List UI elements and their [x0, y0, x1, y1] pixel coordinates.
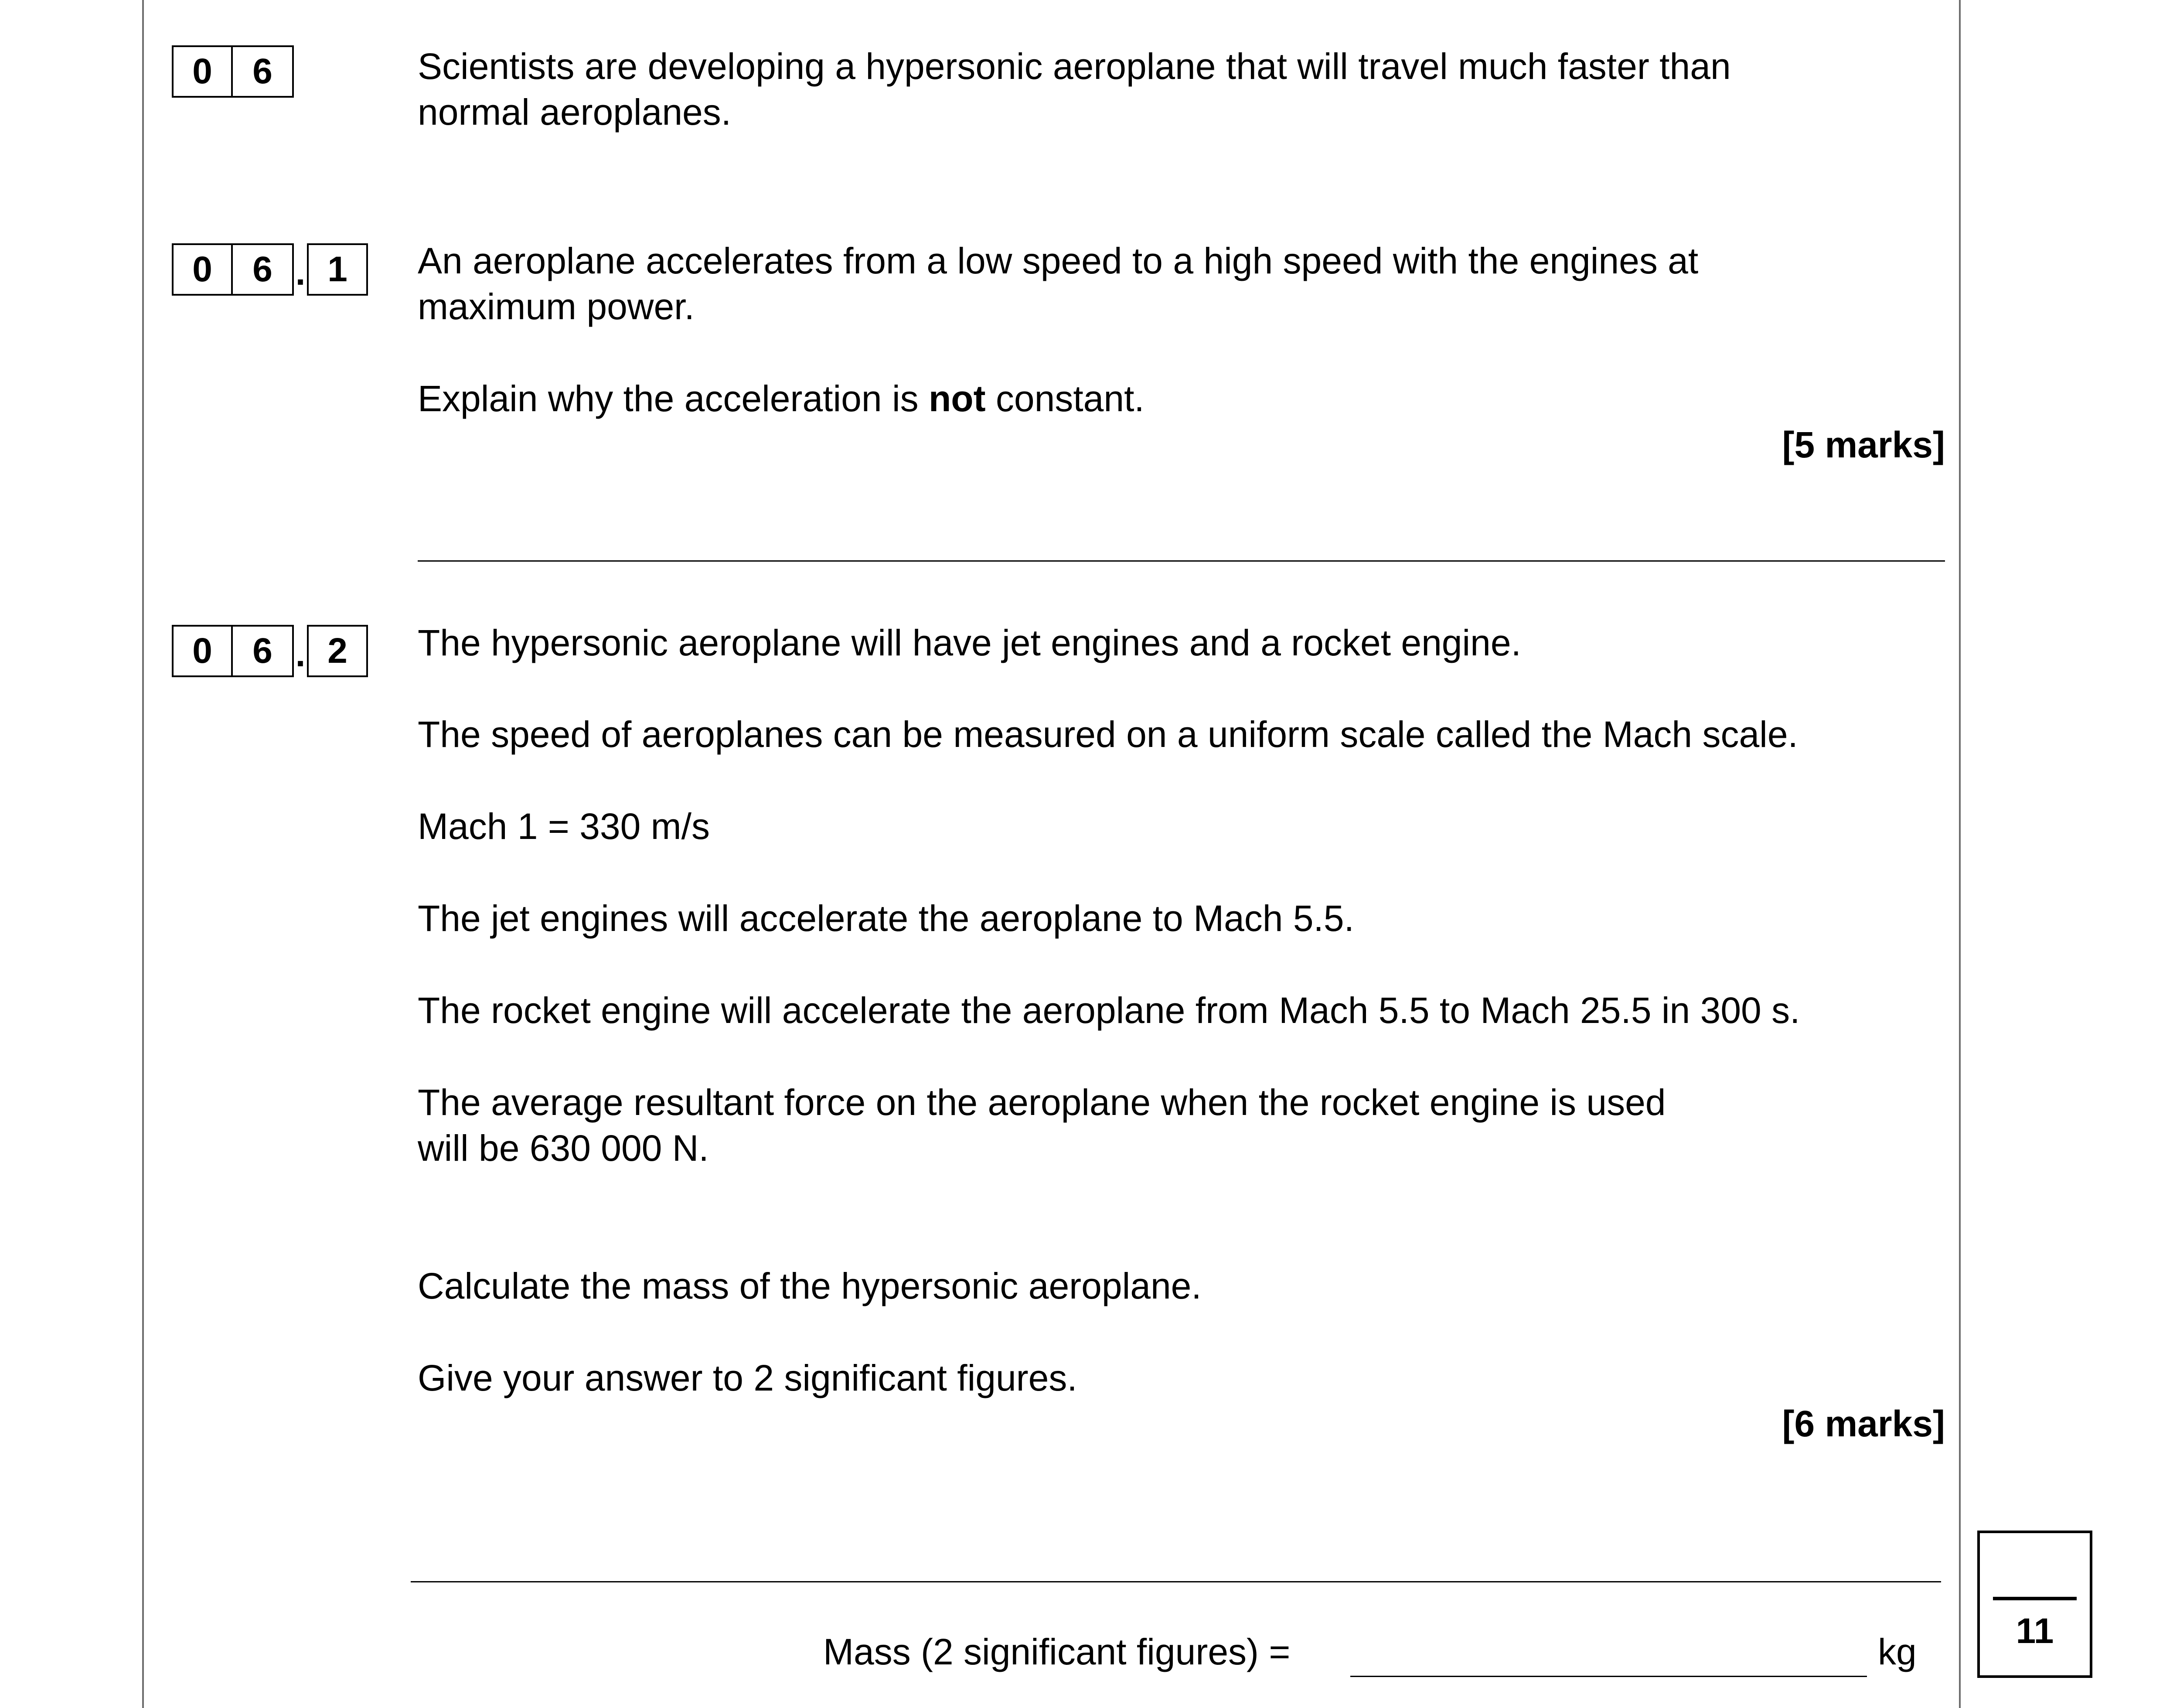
- part1-digit: 6: [233, 243, 294, 296]
- part1-number-box: [172, 240, 368, 299]
- explain-prefix: Explain why the acceleration is: [418, 378, 929, 419]
- answer-unit: kg: [1878, 1631, 1917, 1672]
- total-marks-value: 11: [2016, 1611, 2054, 1651]
- part1-sub-digit: 1: [307, 243, 368, 296]
- part2-paragraph-6-line2: will be 630 000 N.: [418, 1128, 709, 1169]
- part2-marks: [6 marks]: [1782, 1403, 1945, 1444]
- part2-paragraph-5: The rocket engine will accelerate the aeroplane from Mach 5.5 to Mach 25.5 in 300 s.: [418, 990, 1800, 1031]
- part2-working-line[interactable]: [411, 1581, 1941, 1582]
- part2-paragraph-4: The jet engines will accelerate the aeroplane to Mach 5.5.: [418, 898, 1354, 939]
- part1-explain: [418, 376, 1145, 422]
- explain-suffix: constant.: [985, 378, 1145, 419]
- part1-line1: An aeroplane accelerates from a low speed to a high speed with the engines at: [418, 240, 1699, 281]
- part2-paragraph-3: Mach 1 = 330 m/s: [418, 806, 710, 847]
- part2-paragraph-7: Calculate the mass of the hypersonic aeroplane.: [418, 1265, 1202, 1306]
- part2-paragraph-2: The speed of aeroplanes can be measured on a uniform scale called the Mach scale.: [418, 714, 1798, 755]
- total-divider: [1993, 1597, 2077, 1600]
- part1-marks: [5 marks]: [1782, 424, 1945, 465]
- part2-digit: 6: [233, 625, 294, 677]
- part1-dot: .: [295, 253, 306, 293]
- part2-sub-digit: 2: [307, 625, 368, 677]
- question-intro-line1: Scientists are developing a hypersonic aeroplane that will travel much faster than: [418, 46, 1731, 87]
- explain-bold: not: [928, 378, 986, 419]
- question-intro-line2: normal aeroplanes.: [418, 92, 732, 133]
- question-number-box: [172, 45, 294, 98]
- part2-paragraph-6-line1: The average resultant force on the aeroplane when the rocket engine is used: [418, 1082, 1666, 1123]
- answer-input-line[interactable]: [1350, 1676, 1867, 1677]
- part2-paragraph-8: Give your answer to 2 significant figures.: [418, 1357, 1077, 1398]
- question-digit: 6: [233, 45, 294, 98]
- question-digit: 0: [172, 45, 233, 98]
- part2-number-box: [172, 621, 368, 681]
- part1-line2: maximum power.: [418, 286, 695, 327]
- part1-answer-line[interactable]: [418, 560, 1945, 562]
- part2-paragraph-1: The hypersonic aeroplane will have jet engines and a rocket engine.: [418, 622, 1521, 663]
- answer-label: Mass (2 significant figures) =: [823, 1631, 1291, 1672]
- left-margin-line: [142, 0, 144, 1708]
- part1-digit: 0: [172, 243, 233, 296]
- right-margin-line: [1959, 0, 1961, 1708]
- total-marks-box: [1977, 1531, 2092, 1678]
- part2-dot: .: [295, 634, 306, 674]
- part2-digit: 0: [172, 625, 233, 677]
